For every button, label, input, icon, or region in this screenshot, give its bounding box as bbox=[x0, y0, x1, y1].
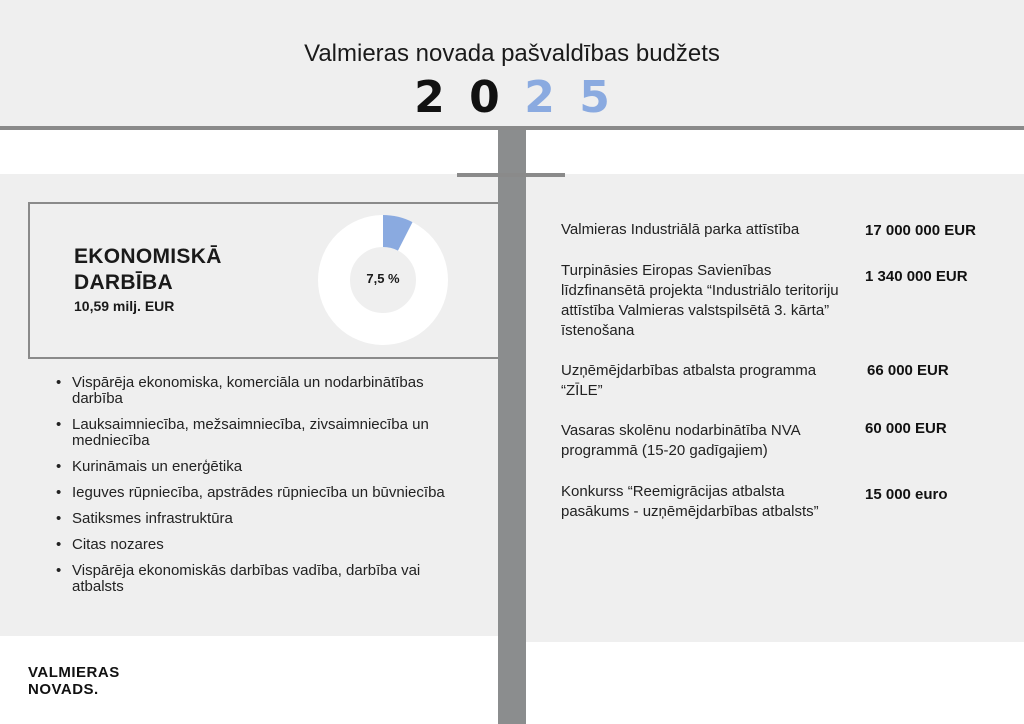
project-name: Turpināsies Eiropas Savienības līdzfinansētā projekta “Industriālo teritoriju attīstība Valmieras valstspilsētā 3. kārta” īstenošana bbox=[561, 262, 839, 339]
project-name: Uzņēmējdarbības atbalsta programma “ZĪLE” bbox=[561, 362, 817, 399]
list-item bbox=[56, 485, 476, 501]
bullet-icon: • bbox=[56, 458, 62, 475]
year-digit-4: 5 bbox=[579, 72, 610, 123]
list-item-label: Vispārēja ekonomiska, komerciāla un nodarbinātības darbība bbox=[72, 374, 424, 407]
project-name: Konkurss “Reemigrācijas atbalsta pasākums - uzņēmējdarbības atbalsts” bbox=[561, 483, 819, 520]
share-label: 7,5 % bbox=[366, 271, 400, 286]
category-list bbox=[56, 375, 476, 605]
logo-line1: VALMIERAS bbox=[28, 664, 120, 681]
logo-line2: NOVADS. bbox=[28, 681, 99, 698]
list-item bbox=[56, 375, 476, 407]
right-panel bbox=[526, 174, 1024, 642]
bullet-icon: • bbox=[56, 510, 62, 527]
bullet-icon: • bbox=[56, 416, 62, 433]
bullet-icon: • bbox=[56, 536, 62, 553]
list-item-label: Lauksaimniecība, mežsaimniecība, zivsaimniecība un medniecība bbox=[72, 416, 429, 449]
list-item bbox=[56, 459, 476, 475]
list-item bbox=[56, 417, 476, 449]
year-digit-2: 0 bbox=[469, 72, 500, 123]
page-title: Valmieras novada pašvaldības budžets bbox=[304, 40, 720, 67]
year-digit-1: 2 bbox=[414, 72, 445, 123]
list-item-label: Kurināmais un enerģētika bbox=[72, 458, 243, 475]
list-item-label: Ieguves rūpniecība, apstrādes rūpniecība un būvniecība bbox=[72, 484, 445, 501]
project-amount: 17 000 000 EUR bbox=[865, 222, 976, 239]
project-amount: 1 340 000 EUR bbox=[865, 268, 968, 285]
project-amount: 60 000 EUR bbox=[865, 420, 947, 437]
project-name: Vasaras skolēnu nodarbinātība NVA programmā (15-20 gadīgajiem) bbox=[561, 422, 800, 459]
list-item bbox=[56, 563, 476, 595]
vertical-divider bbox=[498, 130, 526, 724]
bullet-icon: • bbox=[56, 562, 62, 579]
list-item-label: Satiksmes infrastruktūra bbox=[72, 510, 233, 527]
list-item-label: Vispārēja ekonomiskās darbības vadība, darbība vai atbalsts bbox=[72, 562, 421, 595]
project-amount: 15 000 euro bbox=[865, 486, 948, 503]
year-display bbox=[0, 72, 1024, 123]
logo bbox=[28, 664, 120, 698]
connector-tick bbox=[457, 173, 565, 177]
bullet-icon: • bbox=[56, 484, 62, 501]
list-item bbox=[56, 511, 476, 527]
category-amount: 10,59 milj. EUR bbox=[74, 298, 175, 314]
list-item bbox=[56, 537, 476, 553]
header-band bbox=[0, 0, 1024, 126]
project-name: Valmieras Industriālā parka attīstība bbox=[561, 221, 800, 238]
category-title-line1: EKONOMISKĀ bbox=[74, 245, 222, 268]
list-item-label: Citas nozares bbox=[72, 536, 164, 553]
year-digit-3: 2 bbox=[524, 72, 555, 123]
bullet-icon: • bbox=[56, 374, 62, 391]
category-title bbox=[74, 244, 222, 296]
project-amount: 66 000 EUR bbox=[867, 362, 949, 379]
category-title-line2: DARBĪBA bbox=[74, 271, 173, 294]
